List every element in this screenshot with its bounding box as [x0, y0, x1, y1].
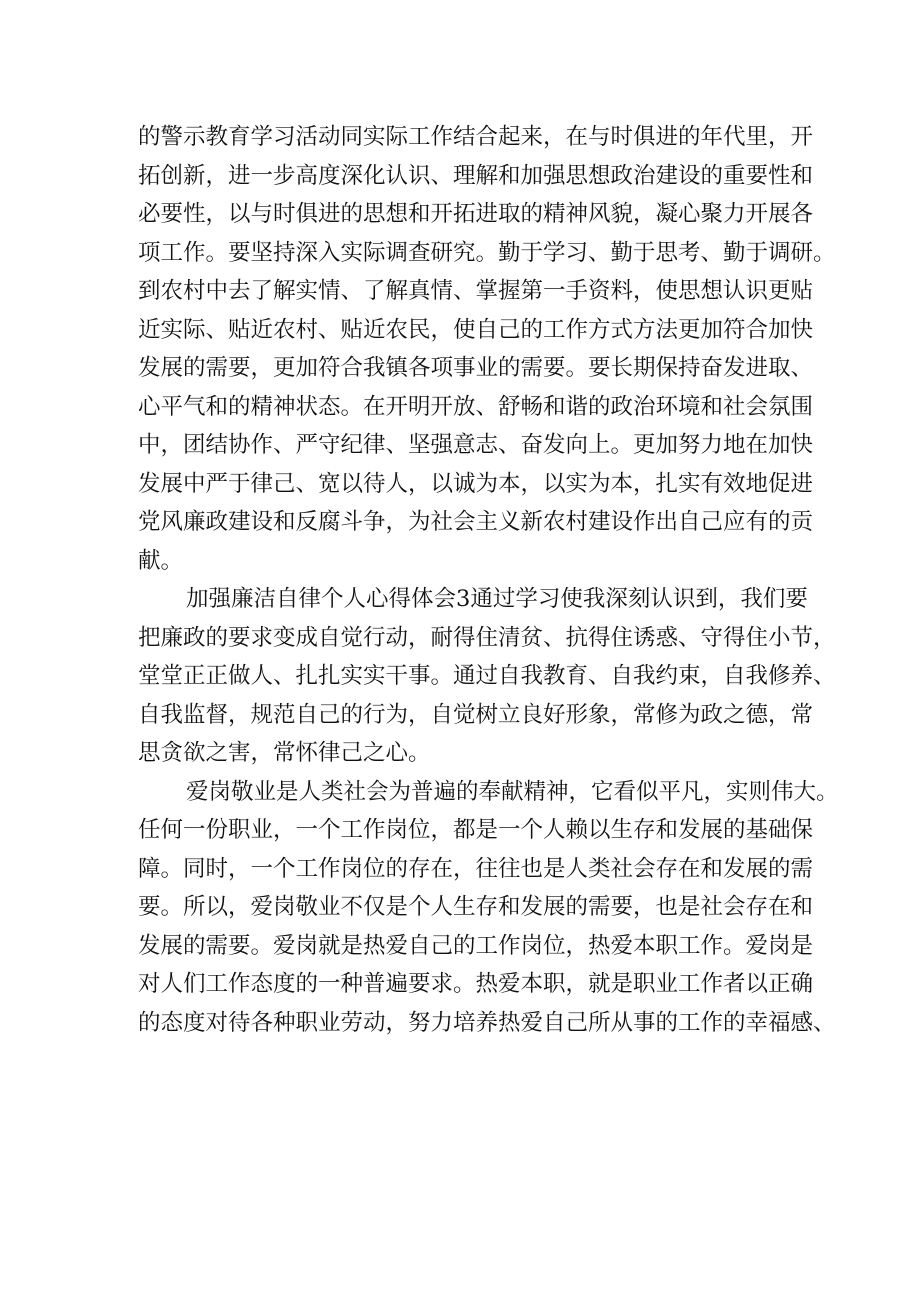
text-line: 党风廉政建设和反腐斗争，为社会主义新农村建设作出自己应有的贡 — [138, 509, 814, 535]
text-line: 项工作。要坚持深入实际调查研究。勤于学习、勤于思考、勤于调研。 — [138, 239, 836, 266]
text-line: 发展中严于律己、宽以待人，以诚为本，以实为本，扎实有效地促进 — [138, 470, 814, 497]
text-line: 思贪欲之害，常怀律己之心。 — [138, 740, 431, 766]
body-text — [138, 118, 839, 1042]
text-line: 的警示教育学习活动同实际工作结合起来，在与时俱进的年代里，开 — [138, 124, 814, 150]
text-line: 拓创新，进一步高度深化认识、理解和加强思想政治建设的重要性和 — [138, 162, 814, 189]
text-line: 到农村中去了解实情、了解真情、掌握第一手资料，使思想认识更贴 — [138, 278, 814, 304]
text-line: 对人们工作态度的一种普遍要求。热爱本职，就是职业工作者以正确 — [138, 971, 814, 997]
text-line: 的态度对待各种职业劳动，努力培养热爱自己所从事的工作的幸福感、 — [138, 1009, 836, 1036]
text-line: 心平气和的精神状态。在开明开放、舒畅和谐的政治环境和社会氛围 — [138, 393, 814, 420]
paragraph-1 — [138, 118, 836, 580]
text-line: 发展的需要，更加符合我镇各项事业的需要。要长期保持奋发进取、 — [138, 355, 814, 381]
paragraph-2 — [138, 580, 836, 773]
text-line: 加强廉洁自律个人心得体会3通过学习使我深刻认识到，我们要 — [186, 586, 808, 612]
text-line: 要。所以，爱岗敬业不仅是个人生存和发展的需要，也是社会存在和 — [138, 894, 814, 920]
text-line: 近实际、贴近农村、贴近农民，使自己的工作方式方法更加符合加快 — [138, 316, 814, 343]
text-line: 自我监督，规范自己的行为，自觉树立良好形象，常修为政之德，常 — [138, 701, 814, 728]
text-line: 障。同时，一个工作岗位的存在，往往也是人类社会存在和发展的需 — [138, 855, 814, 882]
text-line: 中，团结协作、严守纪律、坚强意志、奋发向上。更加努力地在加快 — [138, 432, 814, 458]
paragraph-3 — [138, 773, 839, 1043]
text-line: 献。 — [138, 547, 184, 574]
text-line: 爱岗敬业是人类社会为普遍的奉献精神，它看似平凡，实则伟大。 — [186, 778, 839, 805]
text-line: 堂堂正正做人、扎扎实实干事。通过自我教育、自我约束，自我修养、 — [138, 663, 836, 689]
text-line: 任何一份职业，一个工作岗位，都是一个人赖以生存和发展的基础保 — [138, 817, 814, 843]
text-line: 发展的需要。爱岗就是热爱自己的工作岗位，热爱本职工作。爱岗是 — [138, 932, 814, 959]
text-line: 必要性，以与时俱进的思想和开拓进取的精神风貌，凝心聚力开展各 — [138, 201, 814, 227]
text-line: 把廉政的要求变成自觉行动，耐得住清贫、抗得住诱惑、守得住小节， — [138, 624, 836, 651]
